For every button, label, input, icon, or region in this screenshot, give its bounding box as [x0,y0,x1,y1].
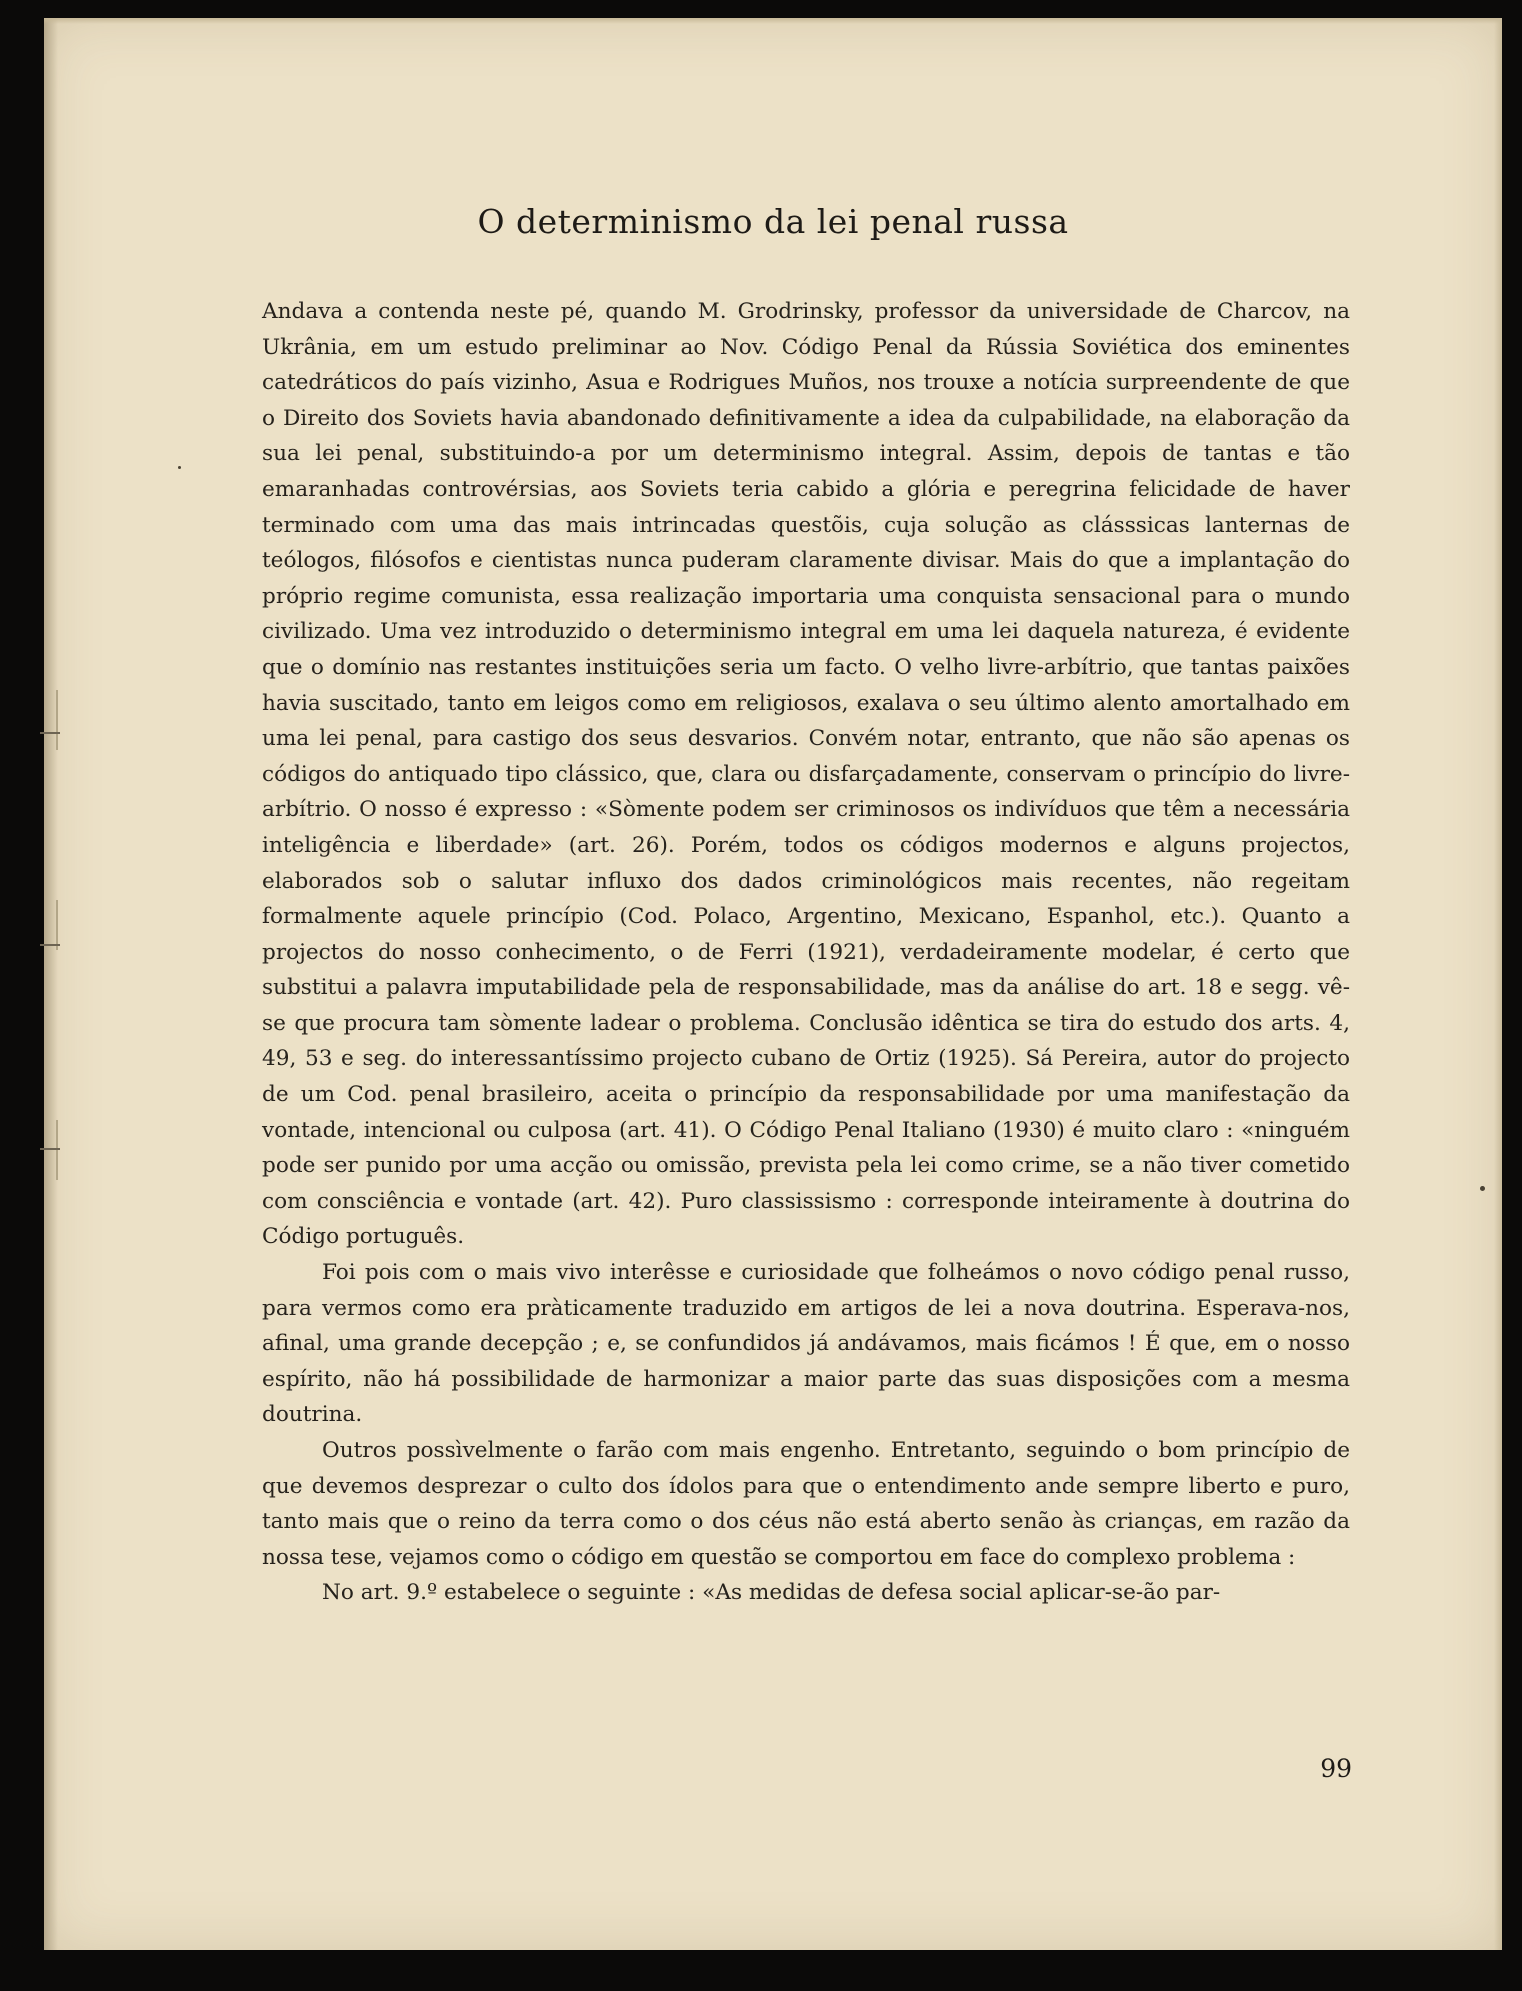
paragraph-1: Andava a contenda neste pé, quando M. Grodrinsky, professor da universidade de Charcov, na Ukrânia, em um estudo preliminar ao Nov. Código Penal da Rússia Soviética dos eminentes catedráticos do país vizinho, Asua e Rodrigues Muños, nos trouxe a notícia surpreendente de que o Direito dos Soviets havia abandonado definitivamente a idea da culpabilidade, na elaboração da sua lei penal, substituindo-a por um determinismo integral. Assim, depois de tantas e tão emaranhadas controvérsias, aos Soviets teria cabido a glória e peregrina felicidade de haver terminado com uma das mais intrincadas questõis, cuja solução as clásssicas lanternas de teólogos, filósofos e cientistas nunca puderam claramente divisar. Mais do que a implantação do próprio regime comunista, essa realização importaria uma conquista sensacional para o mundo civilizado. Uma vez introduzido o determinismo integral em uma lei daquela natureza, é evidente que o domínio nas restantes instituições seria um facto. O velho livre-arbítrio, que tantas paixões havia suscitado, tanto em leigos como em religiosos, exalava o seu último alento amortalhado em uma lei penal, para castigo dos seus desvarios. Convém notar, entranto, que não são apenas os códigos do antiquado tipo clássico, que, clara ou disfarçadamente, conservam o princípio do livre-arbítrio. O nosso é expresso : «Sòmente podem ser criminosos os indivíduos que têm a necessária inteligência e liberdade» (art. 26). Porém, todos os códigos modernos e alguns projectos, elaborados sob o salutar influxo dos dados criminológicos mais recentes, não regeitam formalmente aquele princípio (Cod. Polaco, Argentino, Mexicano, Espanhol, etc.). Quanto a projectos do nosso conhecimento, o de Ferri (1921), verdadeiramente modelar, é certo que substitui a palavra imputabilidade pela de responsabilidade, mas da análise do art. 18 e segg. vê-se que procura tam sòmente ladear o problema. Conclusão idêntica se tira do estudo dos arts. 4, 49, 53 e seg. do interessantíssimo projecto cubano de Ortiz (1925). Sá Pereira, autor do projecto de um Cod. penal brasileiro, aceita o princípio da responsabilidade por uma manifestação da vontade, intencional ou culposa (art. 41). O Código Penal Italiano (1930) é muito claro : «ninguém pode ser punido por uma acção ou omissão, prevista pela lei como crime, se a não tiver cometido com consciência e vontade (art. 42). Puro classissismo : corresponde inteiramente à doutrina do Código português. [262,299,1350,1250]
article-title: O determinismo da lei penal russa [477,202,1069,241]
paper-speck [1480,1186,1485,1191]
article-body [262,294,1350,1611]
page-gutter-shadow [44,18,58,1950]
paper-speck [178,466,181,469]
page-number: 99 [1320,1754,1352,1783]
paragraph-2: Foi pois com o mais vivo interêsse e curiosidade que folheámos o novo código penal russo, para vermos como era pràticamente traduzido em artigos de lei a nova doutrina. Esperava-nos, afinal, uma grande decepção ; e, se confundidos já andávamos, mais ficámos ! É que, em o nosso espírito, não há possibilidade de harmonizar a maior parte das suas disposições com a mesma doutrina. [262,1260,1350,1428]
paragraph-4: No art. 9.º estabelece o seguinte : «As medidas de defesa social aplicar-se-ão par- [322,1580,1221,1606]
book-page [44,18,1502,1950]
gutter-mark [40,732,60,734]
scan-border-bottom [0,1950,1522,1991]
gutter-mark [40,1148,60,1150]
gutter-mark [56,1120,58,1180]
gutter-mark [56,690,58,750]
page-right-edge [1494,18,1502,1950]
gutter-mark [40,944,60,946]
page-top-shadow [44,18,1502,24]
gutter-mark [56,900,58,950]
paragraph-3: Outros possìvelmente o farão com mais engenho. Entretanto, seguindo o bom princípio de que devemos desprezar o culto dos ídolos para que o entendimento ande sempre liberto e puro, tanto mais que o reino da terra como o dos céus não está aberto senão às crianças, em razão da nossa tese, vejamos como o código em questão se comportou em face do complexo problema : [262,1438,1350,1570]
